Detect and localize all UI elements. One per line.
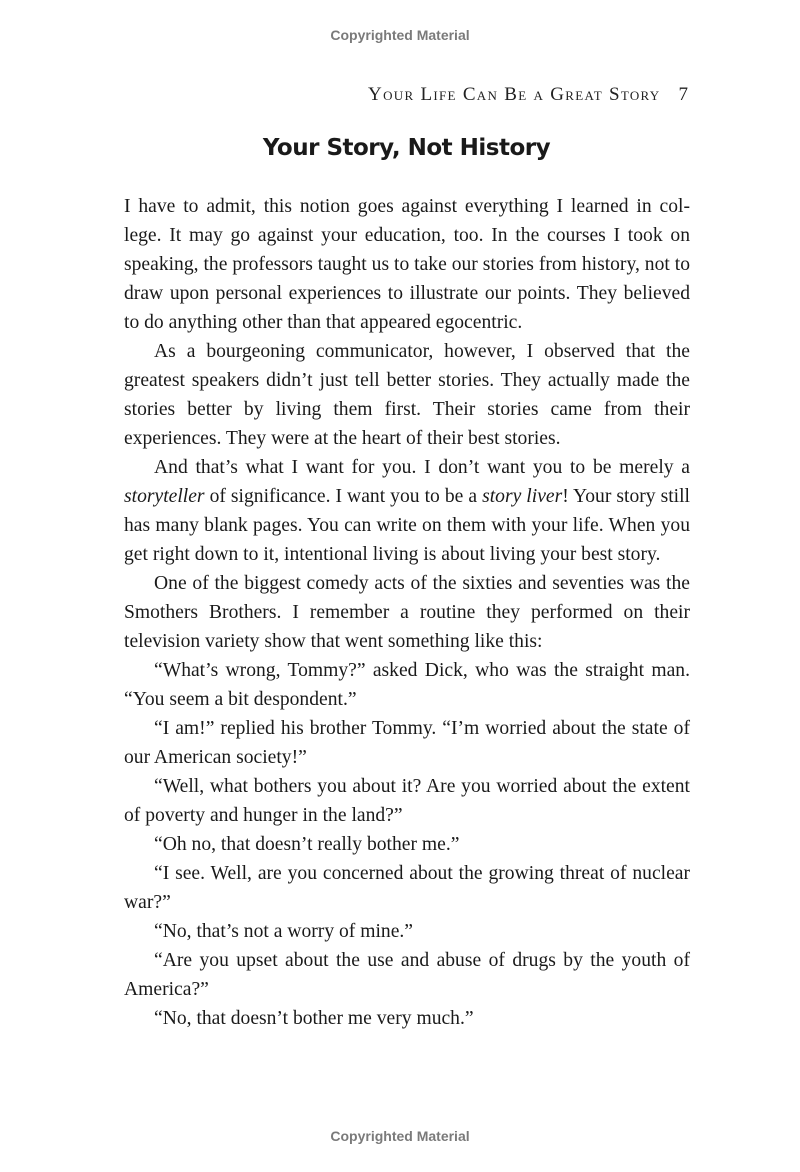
paragraph: “No, that’s not a worry of mine.” [154,921,414,942]
paragraph: “What’s wrong, Tommy?” asked Dick, who was the straight man. “You seem a bit despondent.” [124,660,690,710]
paragraph: I have to admit, this notion goes against everything I learned in col-lege. It may go against your education, too. In the courses I took on speaking, the professors taught us to take our stories from history, not to draw upon personal experiences to illustrate our points. They believed to do anything other than that appeared egocentric. [124,196,690,333]
text-run: And that’s what I want for you. I don’t want you to be merely a [154,457,690,478]
copyright-watermark-top: Copyrighted Material [330,27,470,43]
paragraph: “Oh no, that doesn’t really bother me.” [154,834,460,855]
italic-run: story liver [482,486,563,507]
paragraph: One of the biggest comedy acts of the sixties and seventies was the Smothers Brothers. I remember a routine they performed on their television variety show that went something like this: [124,573,690,652]
body-text [124,192,690,1033]
paragraph: “Are you upset about the use and abuse of drugs by the youth of America?” [124,950,690,1000]
copyright-watermark-bottom: Copyrighted Material [330,1128,470,1144]
section-title: Your Story, Not History [262,135,551,161]
paragraph: “I see. Well, are you concerned about the growing threat of nuclear war?” [124,863,690,913]
running-head [368,84,688,106]
paragraph: As a bourgeoning communicator, however, I observed that the greatest speakers didn’t just tell better stories. They actually made the stories better by living them first. Their stories came from their experiences. They were at the heart of their best stories. [124,341,690,449]
page-number: 7 [678,84,688,105]
text-run: of significance. I want you to be a [204,486,483,507]
text-run: ! Your story still has many blank pages. You can write on them with your life. When you get right down to it, intentional living is about living your best story. [124,486,690,565]
running-head-title: Your Life Can Be a Great Story [368,84,661,105]
paragraph: “Well, what bothers you about it? Are you worried about the extent of poverty and hunger in the land?” [124,776,690,826]
paragraph: “No, that doesn’t bother me very much.” [154,1008,474,1029]
paragraph: “I am!” replied his brother Tommy. “I’m worried about the state of our American society!” [124,718,690,768]
paragraph [124,453,690,569]
italic-run: storyteller [124,486,205,507]
